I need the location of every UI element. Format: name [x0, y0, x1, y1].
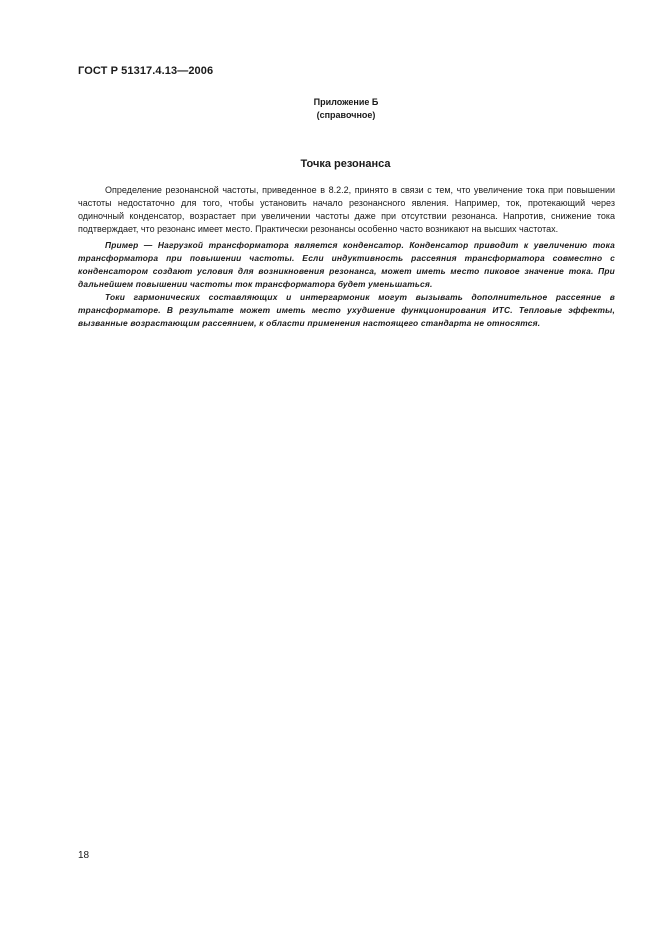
page-number: 18: [78, 850, 90, 861]
paragraph-resonance-definition: Определение резонансной частоты, приведенное в 8.2.2, принято в связи с тем, что увеличение тока при повышении частоты недостаточно для того, чтобы установить начало резонансного явления. Например, ток, протекающий через одиночный конденсатор, возрастает при увеличении частоты даже при отсутствии резонанса. Напротив, снижение тока подтверждает, что резонанс имеет место. Практически резонансы особенно часто возникают на высших частотах.: [78, 185, 615, 234]
appendix-heading: [0, 96, 661, 122]
section-title: Точка резонанса: [300, 158, 391, 170]
paragraph-harmonics: Токи гармонических составляющих и интергармоник могут вызывать дополнительное рассеяние в трансформаторе. В результате может иметь место ухудшение функционирования ИТС. Тепловые эффекты, вызванные возрастающим рассеянием, к области применения настоящего стандарта не относятся.: [78, 292, 615, 328]
body-text: [78, 184, 615, 330]
paragraph-example: Пример — Нагрузкой трансформатора является конденсатор. Конденсатор приводит к увеличению тока трансформатора при повышении частоты. Если индуктивность рассеяния трансформатора совместно с конденсатором создают условия для возникновения резонанса, может иметь место пиковое значение тока. При дальнейшем повышении частоты ток трансформатора будет уменьшаться.: [78, 240, 615, 289]
appendix-type: (справочное): [316, 110, 376, 120]
standard-code-header: ГОСТ Р 51317.4.13—2006: [78, 65, 214, 77]
appendix-label: Приложение Б: [313, 97, 379, 107]
